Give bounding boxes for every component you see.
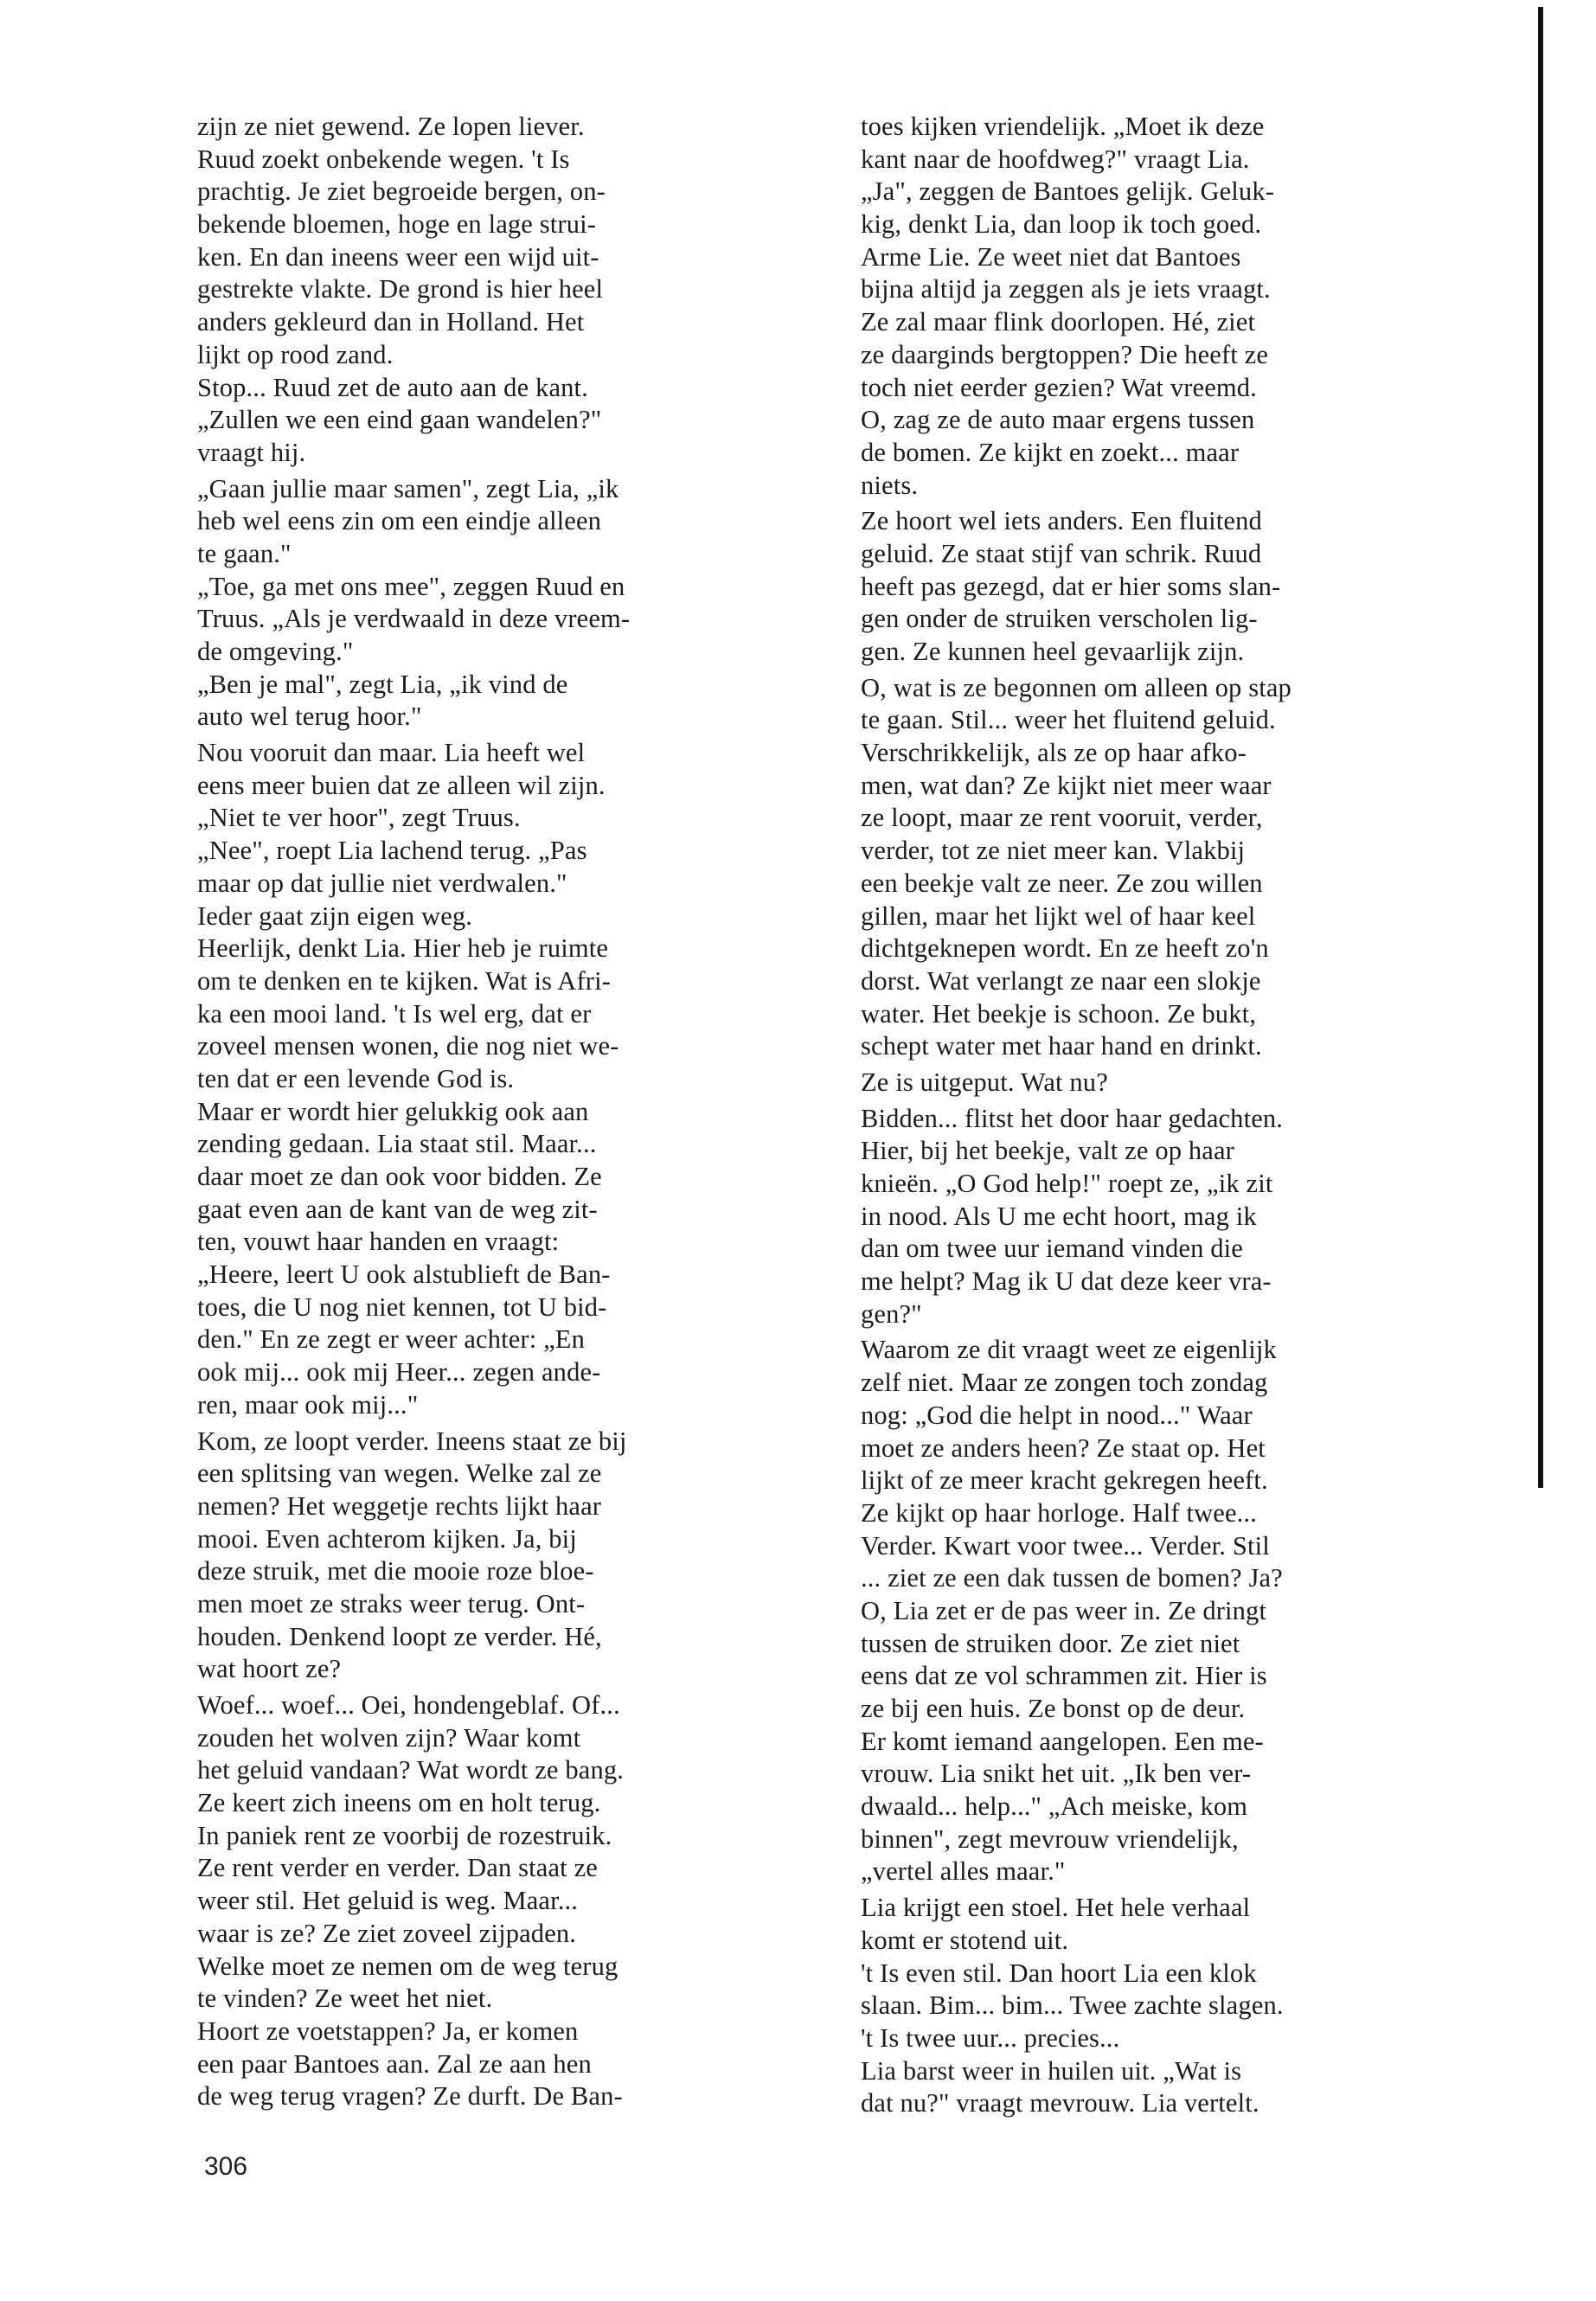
text-line: het geluid vandaan? Wat wordt ze bang.	[197, 1755, 625, 1785]
text-line: „Heere, leert U ook alstublieft de Ban-	[197, 1259, 611, 1290]
text-line: zouden het wolven zijn? Waar komt	[197, 1722, 581, 1753]
text-line: geluid. Ze staat stijf van schrik. Ruud	[861, 538, 1262, 568]
text-line: In paniek rent ze voorbij de rozestruik.	[197, 1820, 612, 1850]
text-line: bekende bloemen, hoge en lage strui-	[197, 209, 597, 240]
text-line: gen onder de struiken verscholen lig-	[861, 604, 1258, 634]
text-line: vrouw. Lia snikt het uit. „Ik ben ver-	[861, 1759, 1252, 1789]
text-line: tussen de struiken door. Ze ziet niet	[861, 1628, 1240, 1658]
text-line: toes, die U nog niet kennen, tot U bid-	[197, 1292, 607, 1322]
text-line: komt er stotend uit.	[861, 1925, 1069, 1955]
text-line: zending gedaan. Lia staat stil. Maar...	[197, 1129, 597, 1159]
page-number: 306	[204, 2152, 248, 2181]
text-line: wat hoort ze?	[197, 1654, 342, 1684]
text-line: ten dat er een levende God is.	[197, 1063, 515, 1093]
text-line: „Ben je mal", zegt Lia, „ik vind de	[197, 669, 568, 699]
text-line: ken. En dan ineens weer een wijd uit-	[197, 241, 599, 272]
text-line: ze bij een huis. Ze bonst op de deur.	[861, 1694, 1246, 1723]
text-line: water. Het beekje is schoon. Ze bukt,	[861, 998, 1256, 1029]
text-line: om te denken en te kijken. Wat is Afri-	[197, 965, 612, 996]
text-line: zelf niet. Maar ze zongen toch zondag	[861, 1368, 1268, 1398]
text-line: een beekje valt ze neer. Ze zou willen	[861, 868, 1263, 898]
text-line: „Nee", roept Lia lachend terug. „Pas	[197, 836, 587, 866]
text-line: O, wat is ze begonnen om alleen op stap	[861, 672, 1292, 702]
text-line: toes kijken vriendelijk. „Moet ik deze	[861, 112, 1265, 141]
text-line: ren, maar ook mij..."	[197, 1389, 419, 1420]
text-line: dichtgeknepen wordt. En ze heeft zo'n	[861, 933, 1269, 964]
text-line: Verschrikkelijk, als ze op haar afko-	[861, 738, 1247, 768]
text-line: Ze hoort wel iets anders. Een fluitend	[861, 506, 1262, 536]
text-line: Truus. „Als je verdwaald in deze vreem-	[197, 604, 631, 634]
text-line: te gaan."	[197, 538, 292, 568]
text-line: „Toe, ga met ons mee", zeggen Ruud en	[197, 571, 625, 601]
left-text-column	[197, 111, 794, 2113]
text-line: waar is ze? Ze ziet zoveel zijpaden.	[197, 1918, 577, 1948]
text-line: O, zag ze de auto maar ergens tussen	[861, 405, 1255, 435]
text-line: Lia krijgt een stoel. Het hele verhaal	[861, 1893, 1251, 1923]
text-line: kant naar de hoofdweg?" vraagt Lia.	[861, 144, 1250, 174]
text-line: houden. Denkend loopt ze verder. Hé,	[197, 1621, 602, 1651]
text-line: knieën. „O God help!" roept ze, „ik zit	[861, 1169, 1273, 1198]
text-line: eens dat ze vol schrammen zit. Hier is	[861, 1661, 1267, 1691]
text-line: de omgeving."	[197, 637, 354, 666]
text-line: me helpt? Mag ik U dat deze keer vra-	[861, 1266, 1272, 1297]
text-line: slaan. Bim... bim... Twee zachte slagen.	[861, 1990, 1284, 2021]
text-line: Kom, ze loopt verder. Ineens staat ze bij	[197, 1426, 627, 1456]
text-line: ten, vouwt haar handen en vraagt:	[197, 1227, 560, 1257]
text-line: nemen? Het weggetje rechts lijkt haar	[197, 1490, 602, 1521]
text-line: de bomen. Ze kijkt en zoekt... maar	[861, 437, 1240, 467]
text-line: dorst. Wat verlangt ze naar een slokje	[861, 965, 1261, 996]
text-line: lijkt op rood zand.	[197, 339, 394, 369]
text-line: Woef... woef... Oei, hondengeblaf. Of...	[197, 1690, 620, 1720]
text-line: vraagt hij.	[197, 437, 306, 467]
text-line: Bidden... flitst het door haar gedachten.	[861, 1103, 1284, 1133]
text-line: auto wel terug hoor."	[197, 702, 422, 732]
text-line: 't Is even stil. Dan hoort Lia een klok	[861, 1958, 1257, 1988]
text-line: in nood. Als U me echt hoort, mag ik	[861, 1201, 1257, 1231]
text-line: Lia barst weer in huilen uit. „Wat is	[861, 2055, 1242, 2086]
text-line: „Ja", zeggen de Bantoes gelijk. Geluk-	[861, 176, 1275, 207]
text-line: heeft pas gezegd, dat er hier soms slan-	[861, 571, 1281, 601]
text-line: O, Lia zet er de pas weer in. Ze dringt	[861, 1595, 1267, 1625]
text-line: gen. Ze kunnen heel gevaarlijk zijn.	[861, 637, 1245, 666]
text-line: anders gekleurd dan in Holland. Het	[197, 307, 585, 337]
text-line: zijn ze niet gewend. Ze lopen liever.	[197, 112, 585, 141]
right-text-column	[861, 111, 1458, 2120]
text-line: eens meer buien dat ze alleen wil zijn.	[197, 770, 606, 800]
text-line: moet ze anders heen? Ze staat op. Het	[861, 1433, 1266, 1463]
text-line: een splitsing van wegen. Welke zal ze	[197, 1458, 602, 1489]
text-line: Stop... Ruud zet de auto aan de kant.	[197, 372, 588, 402]
text-line: toch niet eerder gezien? Wat vreemd.	[861, 372, 1257, 402]
text-line: een paar Bantoes aan. Zal ze aan hen	[197, 2048, 592, 2079]
text-line: ka een mooi land. 't Is wel erg, dat er	[197, 998, 592, 1029]
text-line: „vertel alles maar."	[861, 1856, 1066, 1887]
text-line: men moet ze straks weer terug. Ont-	[197, 1588, 586, 1618]
text-line: zoveel mensen wonen, die nog niet we-	[197, 1031, 619, 1061]
text-line: mooi. Even achterom kijken. Ja, bij	[197, 1523, 577, 1554]
text-line: Ze kijkt op haar horloge. Half twee...	[861, 1497, 1257, 1528]
text-line: ook mij... ook mij Heer... zegen ande-	[197, 1357, 601, 1388]
text-line: Welke moet ze nemen om de weg terug	[197, 1951, 619, 1981]
text-line: weer stil. Het geluid is weg. Maar...	[197, 1886, 579, 1916]
text-line: „Zullen we een eind gaan wandelen?"	[197, 405, 602, 435]
text-line: gaat even aan de kant van de weg zit-	[197, 1194, 598, 1224]
text-line: lijkt of ze meer kracht gekregen heeft.	[861, 1465, 1268, 1496]
text-line: prachtig. Je ziet begroeide bergen, on-	[197, 176, 606, 207]
text-line: Verder. Kwart voor twee... Verder. Stil	[861, 1530, 1270, 1561]
text-line: 't Is twee uur... precies...	[861, 2022, 1120, 2053]
text-line: Nou vooruit dan maar. Lia heeft wel	[197, 738, 586, 768]
page-edge-bar	[1538, 7, 1543, 1488]
text-line: Ze keert zich ineens om en holt terug.	[197, 1788, 601, 1818]
text-line: Waarom ze dit vraagt weet ze eigenlijk	[861, 1335, 1277, 1365]
text-line: daar moet ze dan ook voor bidden. Ze	[197, 1162, 602, 1191]
text-line: te gaan. Stil... weer het fluitend geluid.	[861, 705, 1276, 735]
text-line: Ieder gaat zijn eigen weg.	[197, 901, 473, 931]
text-line: „Gaan jullie maar samen", zegt Lia, „ik	[197, 473, 619, 503]
text-line: dat nu?" vraagt mevrouw. Lia vertelt.	[861, 2088, 1259, 2118]
text-line: schept water met haar hand en drinkt.	[861, 1031, 1262, 1061]
text-line: Ruud zoekt onbekende wegen. 't Is	[197, 144, 570, 174]
text-line: kig, denkt Lia, dan loop ik toch goed.	[861, 209, 1262, 240]
text-line: Hoort ze voetstappen? Ja, er komen	[197, 2016, 579, 2046]
text-line: binnen", zegt mevrouw vriendelijk,	[861, 1823, 1239, 1854]
text-line: nog: „God die helpt in nood..." Waar	[861, 1400, 1253, 1430]
text-line: dwaald... help..." „Ach meiske, kom	[861, 1791, 1248, 1822]
text-line: den." En ze zegt er weer achter: „En	[197, 1324, 585, 1355]
text-line: Arme Lie. Ze weet niet dat Bantoes	[861, 241, 1241, 272]
text-line: „Niet te ver hoor", zegt Truus.	[197, 803, 521, 833]
text-line: ... ziet ze een dak tussen de bomen? Ja?	[861, 1563, 1283, 1593]
text-line: dan om twee uur iemand vinden die	[861, 1234, 1243, 1264]
text-line: ze daarginds bergtoppen? Die heeft ze	[861, 339, 1269, 369]
text-line: Hier, bij het beekje, valt ze op haar	[861, 1136, 1234, 1166]
text-line: Er komt iemand aangelopen. Een me-	[861, 1726, 1264, 1756]
text-line: ze loopt, maar ze rent vooruit, verder,	[861, 803, 1263, 833]
text-line: niets.	[861, 470, 919, 500]
text-line: verder, tot ze niet meer kan. Vlakbij	[861, 836, 1246, 866]
text-line: gillen, maar het lijkt wel of haar keel	[861, 901, 1256, 931]
text-line: bijna altijd ja zeggen als je iets vraagt.	[861, 274, 1271, 304]
text-line: Ze zal maar flink doorlopen. Hé, ziet	[861, 307, 1256, 337]
text-line: heb wel eens zin om een eindje alleen	[197, 506, 602, 536]
text-line: Heerlijk, denkt Lia. Hier heb je ruimte	[197, 933, 609, 964]
text-line: Ze is uitgeput. Wat nu?	[861, 1067, 1108, 1097]
text-line: Ze rent verder en verder. Dan staat ze	[197, 1853, 598, 1883]
text-line: te vinden? Ze weet het niet.	[197, 1984, 493, 2014]
text-line: gen?"	[861, 1298, 922, 1329]
text-line: maar op dat jullie niet verdwalen."	[197, 868, 567, 898]
text-line: men, wat dan? Ze kijkt niet meer waar	[861, 770, 1272, 800]
text-line: de weg terug vragen? Ze durft. De Ban-	[197, 2081, 623, 2112]
text-line: Maar er wordt hier gelukkig ook aan	[197, 1096, 589, 1126]
text-line: gestrekte vlakte. De grond is hier heel	[197, 274, 604, 304]
text-line: deze struik, met die mooie roze bloe-	[197, 1556, 594, 1586]
